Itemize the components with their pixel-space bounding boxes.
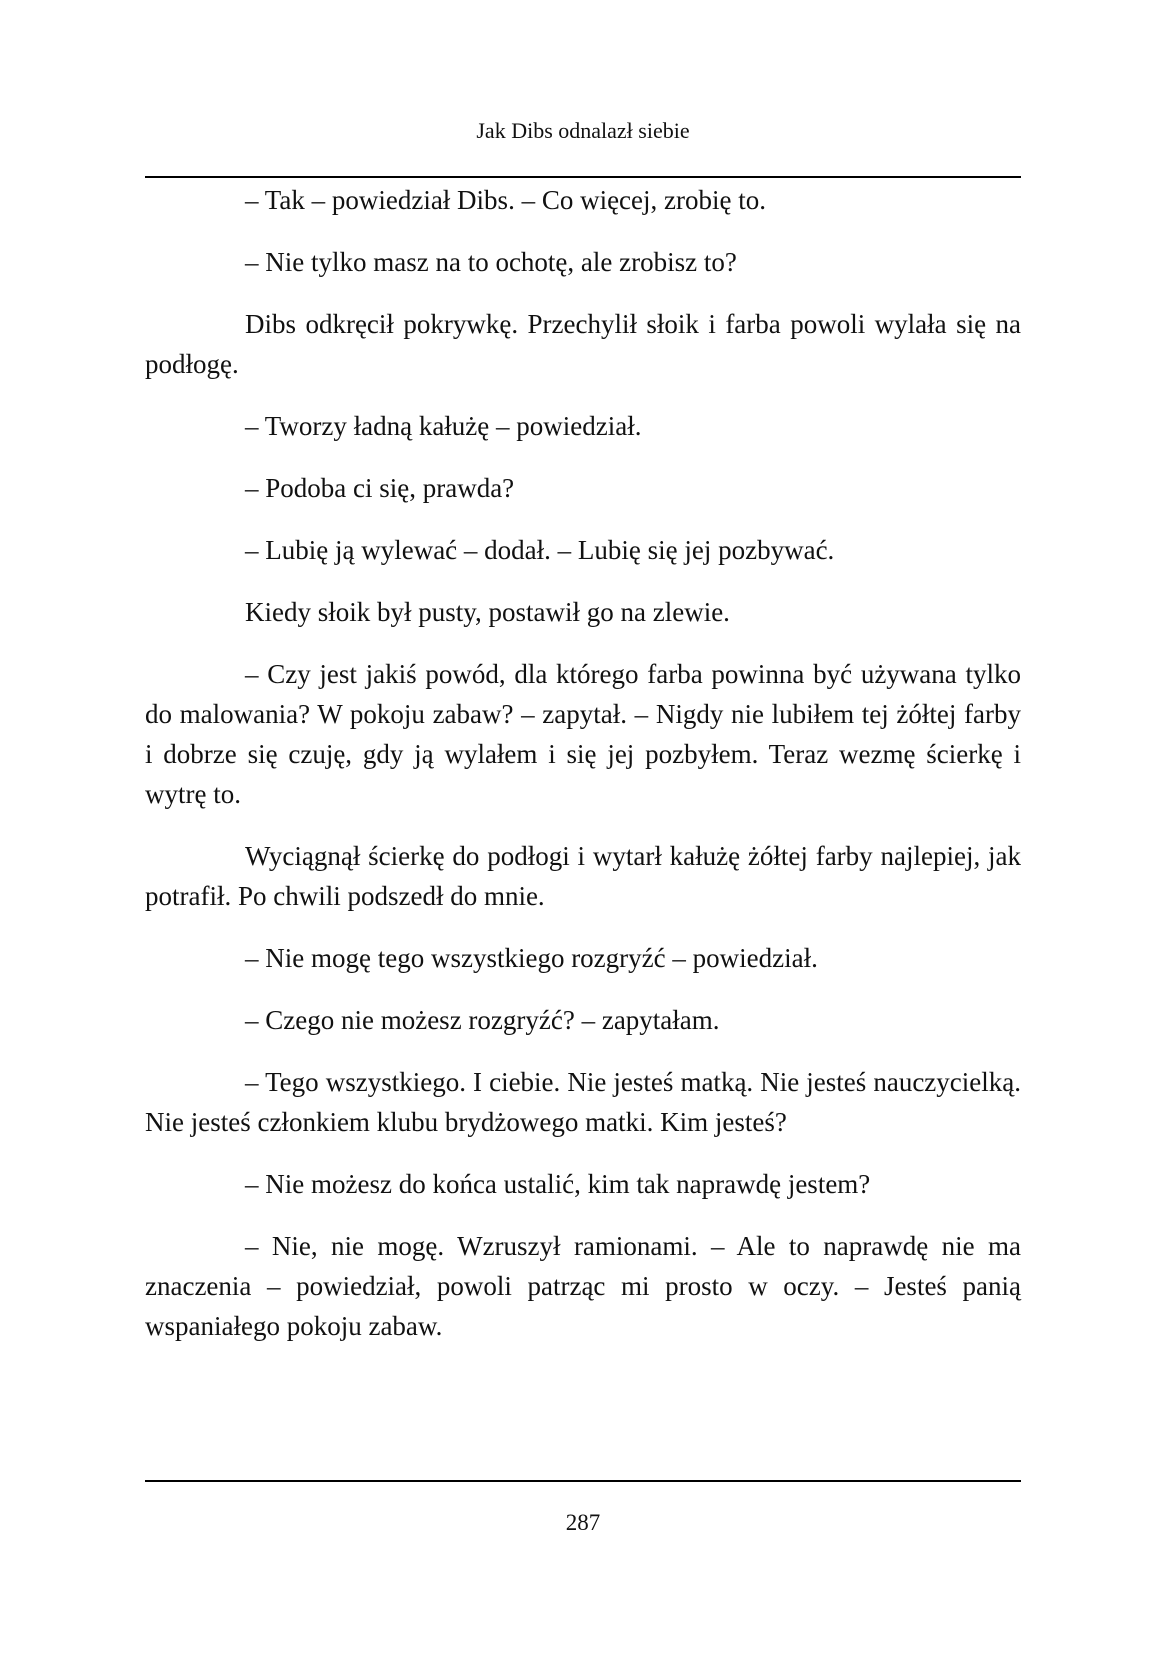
paragraph: – Nie możesz do końca ustalić, kim tak naprawdę jestem? [245,1169,871,1199]
paragraph: Kiedy słoik był pusty, postawił go na zlewie. [245,597,730,627]
paragraph: – Lubię ją wylewać – dodał. – Lubię się jej pozbywać. [245,535,835,565]
footer-rule [145,1480,1021,1482]
paragraph: – Tak – powiedział Dibs. – Co więcej, zrobię to. [245,185,766,215]
paragraph: – Nie tylko masz na to ochotę, ale zrobisz to? [245,247,737,277]
running-head-title: Jak Dibs odnalazł siebie [476,118,690,143]
header-rule [145,176,1021,178]
paragraph: – Podoba ci się, prawda? [245,473,515,503]
paragraph: – Nie mogę tego wszystkiego rozgryźć – powiedział. [245,943,818,973]
paragraph: – Tworzy ładną kałużę – powiedział. [245,411,642,441]
paragraph: – Nie, nie mogę. Wzruszył ramionami. – Ale to naprawdę nie ma znaczenia – powiedział, powoli patrząc mi prosto w oczy. – Jesteś panią wspaniałego pokoju zabaw. [145,1231,1021,1341]
paragraph: Dibs odkręcił pokrywkę. Przechylił słoik i farba powoli wylała się na podłogę. [145,309,1021,379]
paragraph: – Czy jest jakiś powód, dla którego farba powinna być używana tylko do malowania? W pokoju zabaw? – zapytał. – Nigdy nie lubiłem tej żółtej farby i dobrze się czuję, gdy ją wylałem i się jej pozbyłem. Teraz wezmę ścierkę i wytrę to. [145,659,1021,809]
paragraph: – Czego nie możesz rozgryźć? – zapytałam. [245,1005,720,1035]
paragraph: – Tego wszystkiego. I ciebie. Nie jesteś matką. Nie jesteś nauczycielką. Nie jesteś członkiem klubu brydżowego matki. Kim jesteś? [145,1067,1021,1137]
paragraph: Wyciągnął ścierkę do podłogi i wytarł kałużę żółtej farby najlepiej, jak potrafił. Po chwili podszedł do mnie. [145,841,1021,911]
page-number: 287 [565,1510,601,1535]
page-body [145,180,1021,1368]
